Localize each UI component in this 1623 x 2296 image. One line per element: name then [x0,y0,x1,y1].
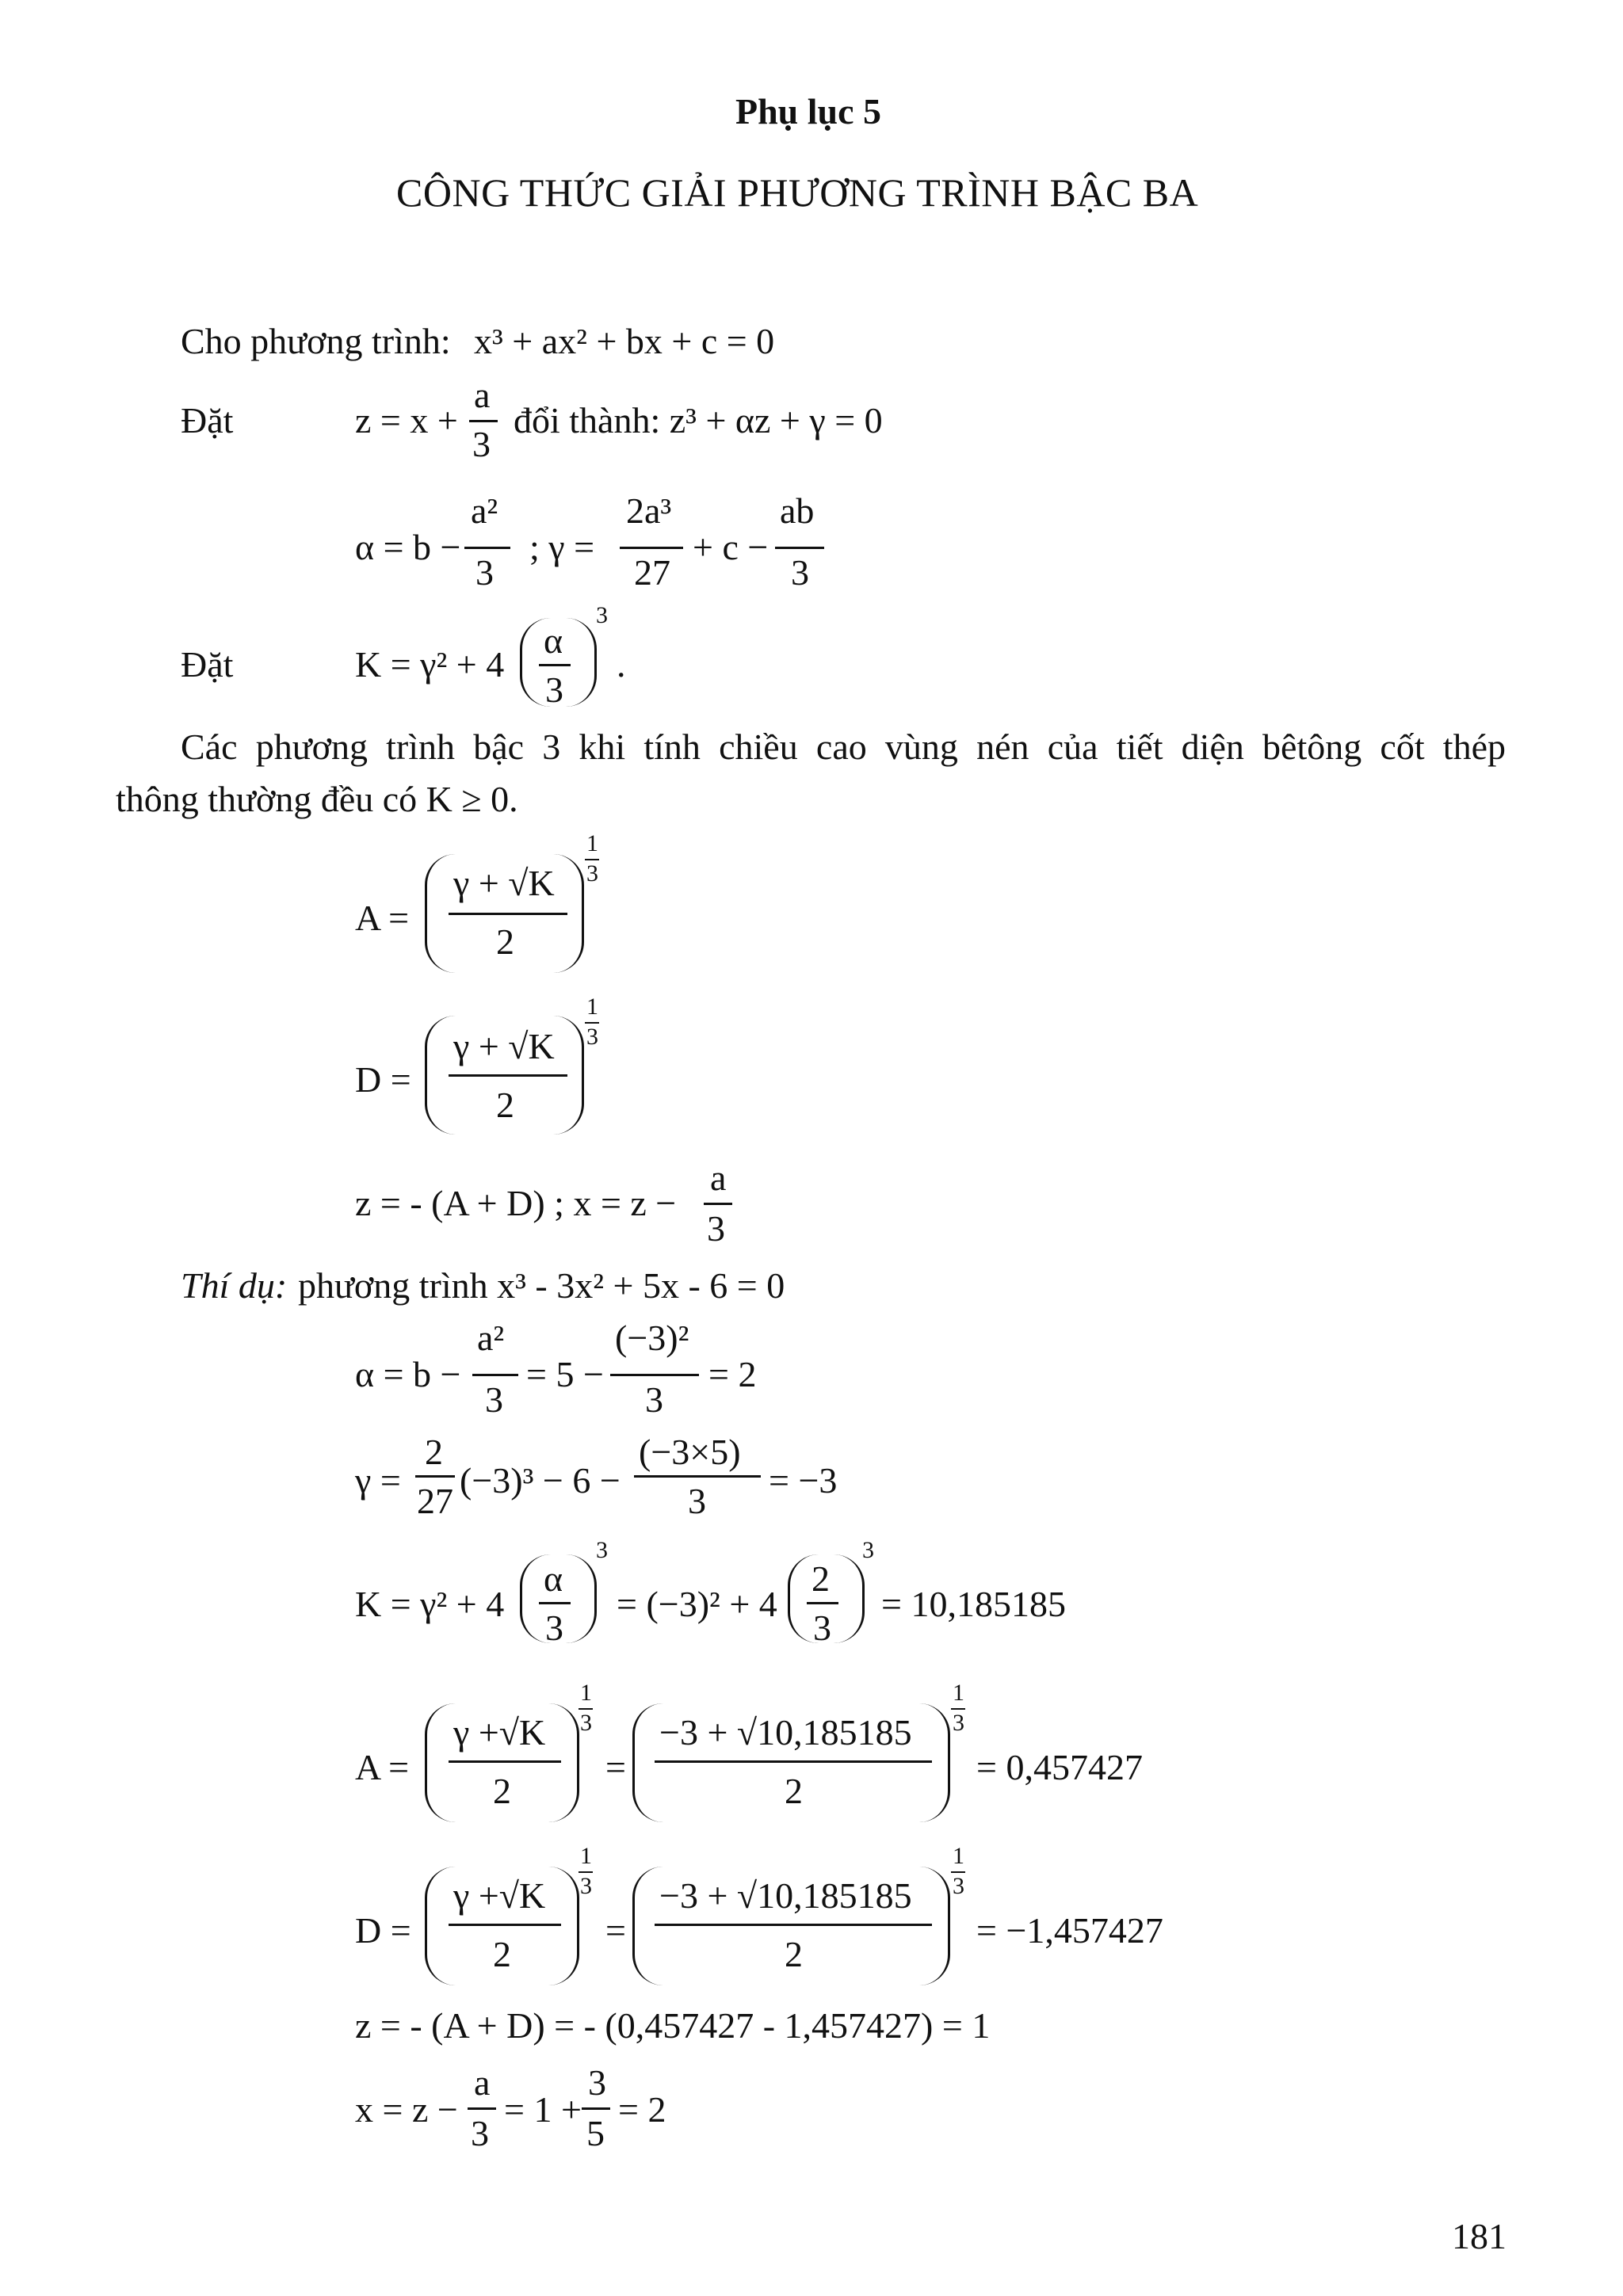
A-exponent-den: 3 [586,860,598,887]
ex-D-lhs: D = [355,1910,411,1951]
ex-x-numerator-2: 3 [588,2062,606,2103]
ex-A-exponent-num-2: 1 [953,1680,964,1706]
ex-alpha-result: = 2 [708,1354,757,1394]
ex-gamma-lhs: γ = [355,1460,401,1501]
ex-k-exponent-2: 3 [862,1537,874,1563]
reduced-equation: đổi thành: z³ + αz + γ = 0 [514,400,883,441]
A-denominator: 2 [496,921,514,962]
fraction-bar [610,1374,699,1376]
k-denominator: 3 [545,669,563,710]
gamma-separator: ; γ = [529,527,595,567]
ex-gamma-denominator: 27 [417,1481,453,1521]
ex-A-equals: = [605,1747,626,1787]
fraction-bar [582,2107,610,2110]
appendix-title: Phụ lục 5 [735,91,882,132]
ex-gamma-numerator: 2 [425,1432,443,1472]
fraction-bar [449,913,567,915]
alpha-lhs: α = b − [355,527,461,567]
gamma-numerator-1: 2a³ [626,490,672,531]
ex-alpha-middle: = 5 − [526,1354,604,1394]
ex-alpha-numerator-2: (−3)² [615,1318,689,1358]
gamma-denominator-2: 3 [791,552,809,593]
fraction-bar [472,1374,518,1376]
ex-alpha-lhs: α = b − [355,1354,461,1394]
k-lhs: K = γ² + 4 [355,644,505,685]
ex-x-denominator: 3 [471,2113,489,2153]
fraction-bar [415,1475,455,1478]
ex-k-denominator-2: 3 [813,1608,831,1648]
ex-A-denominator-2: 2 [785,1771,803,1811]
example-equation: phương trình x³ - 3x² + 5x - 6 = 0 [298,1265,785,1306]
paragraph-line-1: Các phương trình bậc 3 khi tính chiều cao vùng nén của tiết diện bêtông cốt thép [181,727,1506,767]
D-denominator: 2 [496,1085,514,1125]
alpha-denominator: 3 [475,552,494,593]
ex-D-exponent-den-2: 3 [953,1873,964,1899]
page-number: 181 [1452,2216,1507,2256]
right-paren [553,1016,584,1135]
gamma-denominator-1: 27 [634,552,670,593]
ex-x-denominator-2: 5 [586,2113,605,2153]
ex-gamma-numerator-2: (−3×5) [639,1432,741,1472]
fraction-bar [620,547,683,549]
ex-k-result: = 10,185185 [881,1584,1066,1624]
fraction-bar [469,420,498,422]
A-numerator: γ + √K [453,863,555,903]
ex-k-denominator: 3 [545,1608,563,1648]
fraction-bar [655,1760,932,1763]
fraction-bar [704,1203,732,1205]
ex-A-exponent-den-2: 3 [953,1710,964,1736]
z-equation: z = - (A + D) ; x = z − [355,1183,677,1223]
right-paren [919,1703,950,1822]
ex-D-result: = −1,457427 [976,1910,1163,1951]
gamma-middle: + c − [693,527,769,567]
D-numerator: γ + √K [453,1026,555,1066]
fraction-bar [449,1760,561,1763]
ex-k-numerator-2: 2 [812,1558,830,1599]
A-exponent-num: 1 [586,830,598,856]
fraction-bar [464,547,510,549]
z-denominator: 3 [707,1208,725,1249]
ex-A-exponent-den: 3 [580,1710,592,1736]
D-exponent-num: 1 [586,994,598,1020]
fraction-bar [634,1475,761,1478]
ex-D-denominator: 2 [493,1934,511,1974]
left-paren [425,1867,456,1985]
ex-x-numerator: a [474,2062,491,2103]
ex-A-exponent-num: 1 [580,1680,592,1706]
ex-x-lhs: x = z − [355,2089,458,2130]
given-equation: x³ + ax² + bx + c = 0 [474,321,775,361]
ex-D-numerator: γ +√K [453,1875,546,1916]
ex-gamma-result: = −3 [769,1460,838,1501]
D-lhs: D = [355,1059,411,1100]
k-numerator: α [544,620,563,661]
paragraph-line-2: thông thường đều có K ≥ 0. [116,779,518,819]
ex-A-denominator: 2 [493,1771,511,1811]
ex-D-exponent-num-2: 1 [953,1843,964,1869]
fraction-bar [775,547,824,549]
ex-A-result: = 0,457427 [976,1747,1143,1787]
left-paren [425,1703,456,1822]
right-paren [566,618,597,707]
given-label: Cho phương trình: [181,321,451,361]
ex-D-equals: = [605,1910,626,1951]
ex-gamma-denominator-2: 3 [688,1481,706,1521]
ex-gamma-middle: (−3)³ − 6 − [460,1460,621,1501]
substitution-numerator: a [474,375,491,415]
alpha-numerator: a² [471,490,498,531]
right-paren [548,1867,579,1985]
D-exponent-den: 3 [586,1024,598,1050]
ex-A-lhs: A = [355,1747,410,1787]
fraction-bar [468,2107,496,2110]
ex-x-middle: = 1 + [504,2089,582,2130]
set-label: Đặt [181,400,234,441]
ex-A-numerator-2: −3 + √10,185185 [659,1712,912,1753]
right-paren [919,1867,950,1985]
ex-D-numerator-2: −3 + √10,185185 [659,1875,912,1916]
ex-z-line: z = - (A + D) = - (0,457427 - 1,457427) = 1 [355,2005,991,2046]
ex-k-exponent: 3 [596,1537,608,1563]
ex-k-lhs: K = γ² + 4 [355,1584,505,1624]
ex-alpha-numerator: a² [477,1318,505,1358]
ex-k-middle: = (−3)² + 4 [617,1584,777,1624]
substitution-lhs: z = x + [355,400,458,441]
right-paren [566,1554,597,1643]
A-lhs: A = [355,898,410,938]
ex-A-numerator: γ +√K [453,1712,546,1753]
fraction-bar [655,1924,932,1926]
k-exponent: 3 [596,602,608,628]
fraction-bar [449,1074,567,1077]
right-paren [553,854,584,973]
substitution-denominator: 3 [472,424,491,464]
ex-D-exponent-den: 3 [580,1873,592,1899]
set-label-2: Đặt [181,644,234,685]
page-heading: CÔNG THỨC GIẢI PHƯƠNG TRÌNH BẬC BA [396,170,1199,215]
ex-x-result: = 2 [618,2089,666,2130]
right-paren [834,1554,865,1643]
k-end: . [617,644,626,685]
example-label: Thí dụ: [181,1265,288,1306]
ex-D-denominator-2: 2 [785,1934,803,1974]
ex-k-numerator: α [544,1558,563,1599]
gamma-numerator-2: ab [780,490,815,531]
ex-D-exponent-num: 1 [580,1843,592,1869]
right-paren [548,1703,579,1822]
z-numerator: a [710,1158,727,1198]
ex-alpha-denominator: 3 [485,1379,503,1420]
ex-alpha-denominator-2: 3 [645,1379,663,1420]
fraction-bar [449,1924,561,1926]
